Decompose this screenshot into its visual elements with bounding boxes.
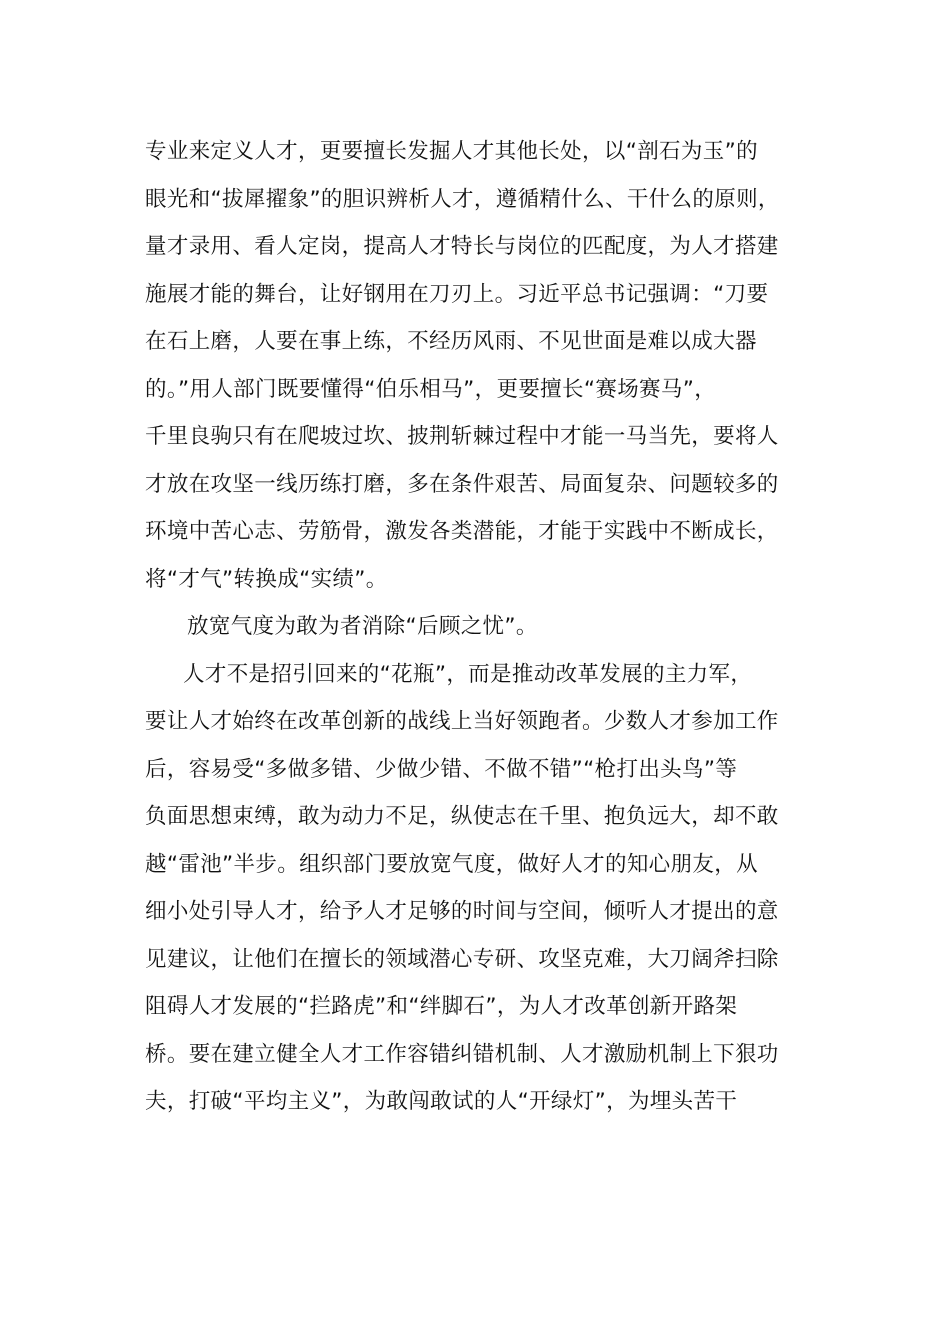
text-line: 要让人才始终在改革创新的战线上当好领跑者。少数人才参加工作 [145, 709, 779, 734]
text-line: 将“才气”转换成“实绩”。 [145, 566, 388, 592]
text-line: 施展才能的舞台，让好钢用在刀刃上。习近平总书记强调：“刀要 [145, 281, 769, 307]
text-line: 量才录用、看人定岗，提高人才特长与岗位的匹配度，为人才搭建 [145, 234, 779, 259]
text-line: 专业来定义人才，更要擅长发掘人才其他长处，以“剖石为玉”的 [145, 139, 758, 164]
paragraph-start-line: 人才不是招引回来的“花瓶”，而是推动改革发展的主力军， [183, 661, 753, 687]
text-line: 在石上磨，人要在事上练，不经历风雨、不见世面是难以成大器 [145, 329, 757, 354]
text-line: 越“雷池”半步。组织部门要放宽气度，做好人才的知心朋友，从 [145, 851, 758, 877]
text-line: 才放在攻坚一线历练打磨，多在条件艰苦、局面复杂、问题较多的 [145, 471, 779, 497]
text-line: 的。”用人部门既要懂得“伯乐相马”，更要擅长“赛场赛马”， [145, 376, 717, 402]
section-heading: 放宽气度为敢为者消除“后顾之忧”。 [187, 614, 538, 639]
text-line: 夫，打破“平均主义”，为敢闯敢试的人“开绿灯”，为埋头苦干 [145, 1089, 738, 1114]
text-line: 细小处引导人才，给予人才足够的时间与空间，倾听人才提出的意 [145, 899, 779, 924]
text-line: 桥。要在建立健全人才工作容错纠错机制、人才激励机制上下狠功 [145, 1041, 779, 1067]
text-line: 眼光和“拔犀擢象”的胆识辨析人才，遵循精什么、干什么的原则， [145, 186, 780, 212]
text-line: 阻碍人才发展的“拦路虎”和“绊脚石”，为人才改革创新开路架 [145, 994, 738, 1019]
text-line: 环境中苦心志、劳筋骨，激发各类潜能，才能于实践中不断成长， [145, 519, 779, 544]
text-line: 负面思想束缚，敢为动力不足，纵使志在千里、抱负远大，却不敢 [145, 804, 779, 829]
text-line: 见建议，让他们在擅长的领域潜心专研、攻坚克难，大刀阔斧扫除 [145, 946, 779, 972]
body-text [145, 128, 805, 1126]
text-line: 千里良驹只有在爬坡过坎、披荆斩棘过程中才能一马当先，要将人 [145, 424, 779, 449]
text-line: 后，容易受“多做多错、少做少错、不做不错”“枪打出头鸟”等 [145, 756, 738, 782]
